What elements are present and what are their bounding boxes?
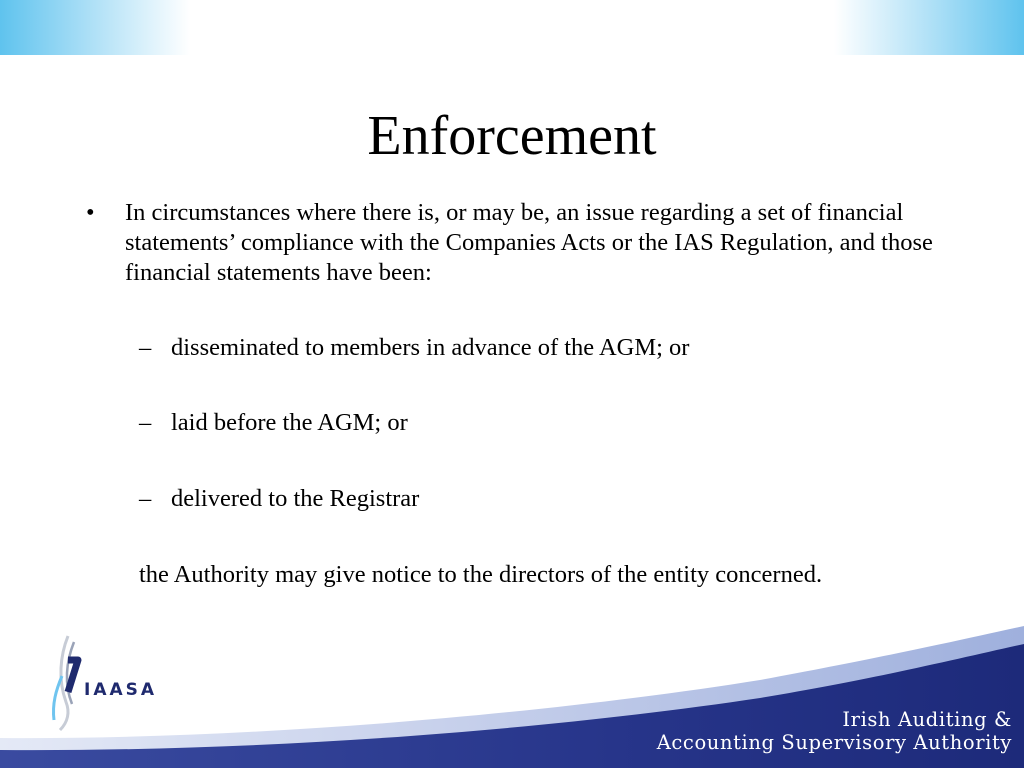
top-left-glow xyxy=(0,0,190,55)
tagline-line-2: Accounting Supervisory Authority xyxy=(656,731,1012,754)
sub-item-text: delivered to the Registrar xyxy=(171,485,420,512)
sub-item-text: laid before the AGM; or xyxy=(171,409,408,436)
sub-item xyxy=(139,408,408,438)
dash-marker: – xyxy=(139,485,152,512)
bullet-marker: • xyxy=(86,199,95,226)
main-bullet-text: In circumstances where there is, or may be, an issue regarding a set of financial statements’ compliance with the Companies Acts or the IAS Regulation, and those financial statements have been: xyxy=(125,199,933,286)
dash-marker: – xyxy=(139,409,152,436)
top-right-glow xyxy=(834,0,1024,55)
sub-item xyxy=(139,484,419,514)
sub-item-text: disseminated to members in advance of the AGM; or xyxy=(171,334,690,361)
logo-text: IAASA xyxy=(84,680,158,700)
conclusion-text: the Authority may give notice to the directors of the entity concerned. xyxy=(139,561,823,588)
dash-marker: – xyxy=(139,334,152,361)
slide-title: Enforcement xyxy=(367,105,657,167)
tagline-line-1: Irish Auditing & xyxy=(842,708,1012,731)
sub-item xyxy=(139,333,689,363)
main-bullet xyxy=(86,198,936,288)
